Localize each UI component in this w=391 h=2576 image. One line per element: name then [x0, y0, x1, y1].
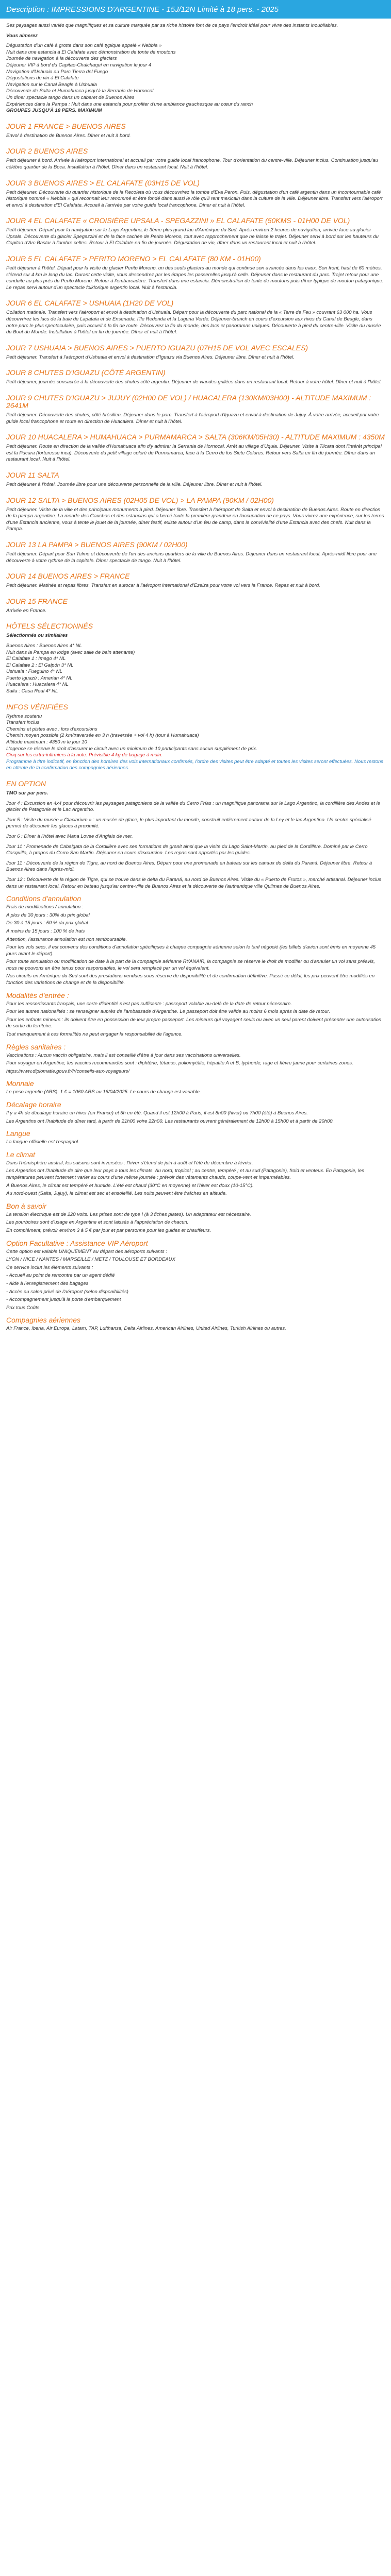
day-text: Petit déjeuner. Visite de la ville et des principaux monuments à pied. Déjeuner libre. Transfert à l'aéroport de Salta et envol à destination de Buenos Aires. Route en direction de la pampa argentine. La monde des Gauchos et des estancias qui a bercé toute la première grandeur en l'occupation de ce pays. Vous vivrez une expérience, sur les terres d'une Estancia ancienne, vous à tente le jouet de la journée, dîner festif, existe autour d'un feu de camp, dans la convivialité d'une Estancia avec des chefs. Nuit dans la Pampa. — [6, 506, 384, 532]
bonasavoir-section — [6, 1202, 385, 1234]
climat-title: Le climat — [6, 1150, 36, 1159]
intro-paragraph: GROUPES JUSQU'À 18 PERS. MAXIMUM — [6, 108, 102, 114]
regles-line: Vaccinations : Aucun vaccin obligatoire, mais il est conseillé d'être à jour dans ses vaccinations universelles. — [6, 1052, 241, 1058]
day-title: JOUR 6 EL CALAFATE > USHUAIA (1H20 DE VOL) — [6, 299, 174, 308]
day-title: JOUR 8 CHUTES D'IGUAZU (CÔTÉ ARGENTIN) — [6, 368, 166, 377]
day-block — [6, 598, 385, 615]
assistance-line: Ce service inclut les éléments suivants : — [6, 1264, 93, 1270]
day-block — [6, 344, 385, 361]
day-title: JOUR 11 SALTA — [6, 470, 59, 479]
conditions-line: A plus de 30 jours : 30% du prix global — [6, 912, 90, 918]
assistance-line: LYON / NICE / NANTES / MARSEILLE / METZ / TOULOUSE ET BORDEAUX — [6, 1257, 175, 1263]
day-block — [6, 179, 385, 209]
info-line: Cinq sur les extra-infirmiers à la note. Prévisible 4 kg de bagage à main. — [6, 752, 163, 758]
regles-line: Pour voyager en Argentine, les vaccins recommandés sont : diphtérie, tétanos, poliomyélite, hépatite A et B, typhoïde, rage et fièvre jaune pour certaines zones. — [6, 1060, 353, 1066]
day-title: JOUR 3 BUENOS AIRES > EL CALAFATE (03H15 DE VOL) — [6, 178, 200, 187]
hotels-list — [6, 643, 385, 695]
info-line: Altitude maximum : 4350 m le jour 10 — [6, 739, 87, 745]
intro-paragraph: Dégustation d'un café à grotte dans son café typique appelé « Nebbia » — [6, 43, 162, 49]
assistance-section — [6, 1240, 385, 1312]
day-title: JOUR 10 HUACALERA > HUMAHUACA > PURMAMARCA > SALTA (306KM/05H30) - ALTITUDE MAXIMUM : 4350M — [6, 433, 385, 442]
conditions-line: Attention, l'assurance annulation est non remboursable. — [6, 936, 127, 942]
day-text: Envol à destination de Buenos Aires. Dîner et nuit à bord. — [6, 132, 131, 139]
climat-line: Dans l'hémisphère austral, les saisons sont inversées : l'hiver s'étend de juin à août et l'été de décembre à février. — [6, 1160, 253, 1166]
option-line: Jour 5 : Visite du musée « Glaciarium » : un musée de glace, le plus important du monde, construit entièrement autour de la Ley et le lac Argentino. Un centre spécialisé permet de découvrir les glaces à proximité. — [6, 817, 371, 829]
day-title: JOUR 2 BUENOS AIRES — [6, 147, 88, 156]
page-title-banner — [0, 0, 391, 19]
monnaie-title: Monnaie — [6, 1079, 34, 1088]
compagnies-title: Compagnies aériennes — [6, 1316, 80, 1325]
info-line: Programme à titre indicatif, en fonction des horaires des vols internationaux confirmés, l'ordre des visites peut être adapté et toutes les visites seront effectuées. Nous restons en attente de la confirmation des compagnies aériennes. — [6, 758, 384, 771]
assistance-line: - Accueil au point de rencontre par un agent dédié — [6, 1273, 115, 1279]
day-title: JOUR 14 BUENOS AIRES > FRANCE — [6, 572, 130, 581]
day-text: Collation matinale. Transfert vers l'aéroport et envol à destination d'Ushuaia. Départ pour la découverte du parc national de la « Terre de Feu » couvrant 63 000 ha. Vous découvrirez les lacs de la baie de Lapataia et de Ensenada, l'île Redonda et la Laguna Verde. Déjeuner-brunch en cours d'excursion aux rives du Canal de Beagle, dans notre parc le plus spectaculaire, puis accueil à la fin de route. Découvrez la fin du monde, des lacs et panoramas uniques. Découverte à pied du centre-ville. Visite du musée du Bout du Monde. Installation à l'hôtel en fin de journée. Dîner et nuit à l'hôtel. — [6, 310, 381, 335]
page-title: Description : IMPRESSIONS D'ARGENTINE - 15J/12N Limité à 18 pers. - 2025 — [6, 5, 279, 14]
bonasavoir-line: Les pourboires sont d'usage en Argentine et sont laissés à l'appréciation de chacun. — [6, 1219, 189, 1226]
climat-line: Au nord-ouest (Salta, Jujuy), le climat est sec et ensoleillé. Les nuits peuvent être fraîches en altitude. — [6, 1191, 227, 1197]
info-line: Rythme soutenu — [6, 713, 42, 719]
option-title: EN OPTION — [6, 779, 46, 788]
option-line: Jour 11 : Découverte de la région de Tigre, au nord de Buenos Aires. Départ pour une promenade en bateau sur les canaux du delta du Paraná. Déjeuner libre. Retour à Buenos Aires dans l'après-midi. — [6, 860, 372, 873]
intro-paragraph: Nuit dans une estancia à El Calafate avec démonstration de tonte de moutons — [6, 49, 176, 55]
day-block — [6, 369, 385, 386]
hotel-item: El Calafate 2 : El Galpón 3* NL — [6, 662, 74, 668]
regles-line: https://www.diplomatie.gouv.fr/fr/conseils-aux-voyageurs/ — [6, 1068, 130, 1074]
conditions-section — [6, 895, 385, 987]
intro-section — [6, 23, 385, 114]
day-block — [6, 471, 385, 488]
intro-paragraph: Ses paysages aussi variés que magnifiques et sa culture marquée par sa riche histoire font de ce pays l'endroit idéal pour vivre des instants inoubliables. — [6, 23, 338, 28]
formalites-line: Pour les enfants mineurs : ils doivent être en possession de leur propre passeport. Les mineurs qui voyagent seuls ou avec un seul parent doivent présenter une autorisation de sortie du territoire. — [6, 1016, 382, 1029]
monnaie-section — [6, 1080, 385, 1096]
conditions-line: Pour les vols secs, il est convenu des conditions d'annulation spécifiques à chaque compagnie aérienne selon le tarif négocié (les billets d'avion sont émis en moyenne 45 jours avant le départ). — [6, 944, 376, 957]
monnaie-line: Le peso argentin (ARS). 1 € = 1060 ARS au 16/04/2025. Le cours de change est variable. — [6, 1089, 201, 1095]
day-text: Petit déjeuner à l'hôtel. Journée libre pour une découverte personnelle de la ville. Déjeuner libre. Dîner et nuit à l'hôtel. — [6, 481, 263, 487]
day-text: Petit déjeuner. Route en direction de la vallée d'Humahuaca afin d'y admirer la Serrania de Hornocal. Arrêt au village d'Uquia. Déjeuner. Visite à Tilcara dont l'intérêt principal est la Pucara (forteresse inca). Découverte du petit village coloré de Purmamarca, face à la Cerro de los Siete Colores. Retour vers Salta en fin de journée. Dîner dans un restaurant local. Nuit à l'hôtel. — [6, 444, 382, 463]
hotel-item: El Calafate 1 : Imago 4* NL — [6, 656, 66, 662]
option-line: Jour 4 : Excursion en 4x4 pour découvrir les paysages patagoniens de la vallée du Cerro Frías : un magnifique panorama sur le Lago Argentino, la cordillère des Andes et le glacier de Patagonie et le Lac Argentino. — [6, 800, 380, 813]
hotels-title: HÔTELS SÉLECTIONNÉS — [6, 622, 93, 631]
hotel-item: Puerto Iguazú : Amerian 4* NL — [6, 675, 73, 681]
infos-section — [6, 714, 385, 772]
day-text: Petit déjeuner à bord. Arrivée à l'aéroport international et accueil par votre guide local francophone. Tour d'orientation du centre-ville. Déjeuner inclus. Continuation jusqu'au célèbre quartier de la Boca. Installation à l'hôtel. Dîner dans un restaurant local. Nuit à l'hôtel. — [6, 158, 378, 170]
bonasavoir-line: La tension électrique est de 220 volts. Les prises sont de type I (à 3 fiches plates). Un adaptateur est nécessaire. — [6, 1211, 251, 1217]
hotel-item: Ushuaia : Fueguino 4* NL — [6, 669, 62, 675]
intro-paragraph: Découverte de Salta et Humahuaca jusqu'à la Serrania de Hornocal — [6, 88, 154, 94]
climat-section — [6, 1151, 385, 1197]
assistance-line: - Accès au salon privé de l'aéroport (selon disponibilités) — [6, 1289, 128, 1295]
day-block — [6, 541, 385, 564]
info-line: Chemin moyen possible (2 km/traversée en 3 h (traversée + vol 4 h) (tour à Humahuaca) — [6, 733, 199, 739]
conditions-line: A moins de 15 jours : 100 % de frais — [6, 928, 85, 934]
regles-title: Règles sanitaires : — [6, 1042, 66, 1051]
intro-paragraph: Dégustations de vin à El Calafate — [6, 75, 79, 81]
day-text: Petit déjeuner. Transfert à l'aéroport d'Ushuaia et envol à destination d'Iguazu via Buenos Aires. Déjeuner libre. Dîner et nuit à l'hôtel. — [6, 354, 295, 360]
option-section — [6, 801, 385, 890]
conditions-line: Frais de modifications / annulation : — [6, 904, 84, 910]
day-title: JOUR 9 CHUTES D'IGUAZU > JUJUY (02H00 DE VOL) / HUACALERA (130KM/03H00) - ALTITUDE MAXIMUM : 2641M — [6, 394, 371, 410]
info-line: L'agence se réserve le droit d'assurer le circuit avec un minimum de 10 participants sans aucun supplément de prix. — [6, 745, 257, 752]
day-block — [6, 299, 385, 335]
day-title: JOUR 15 FRANCE — [6, 597, 68, 605]
climat-line: Les Argentins ont l'habitude de dire que leur pays a tous les climats. Au nord, tropical ; au centre, tempéré ; et au sud (Patagonie), froid et venteux. En Patagonie, les températures peuvent fortement varier au cours d'une même journée : prévoir des vêtements chauds, coupe-vent et imperméables. — [6, 1168, 364, 1180]
option-line: Jour 12 : Découverte de la région de Tigre, qui se trouve dans le delta du Paraná, au nord de Buenos Aires. Visite du « Puerto de Frutos », marché artisanal. Déjeuner inclus dans un restaurant local. Retour en bateau jusqu'au centre-ville de Buenos Aires et la découverte de l'authentique ville Quilmes de Buenos Aires. — [6, 876, 382, 889]
horaire-title: Décalage horaire — [6, 1100, 61, 1109]
day-text: Petit déjeuner, journée consacrée à la découverte des chutes côté argentin. Déjeuner de viandes grillées dans un restaurant local. Retour à votre hôtel. Dîner et nuit à l'hôtel. — [6, 379, 382, 385]
day-title: JOUR 5 EL CALAFATE > PERITO MORENO > EL CALAFATE (80 KM - 01H00) — [6, 255, 261, 263]
hotel-item: Salta : Casa Real 4* NL — [6, 688, 58, 694]
intro-paragraph: Vous aimerez — [6, 32, 38, 39]
day-title: JOUR 1 FRANCE > BUENOS AIRES — [6, 122, 126, 130]
day-title: JOUR 4 EL CALAFATE « CROISIÈRE UPSALA - SPEGAZZINI » EL CALAFATE (50KMS - 01H00 DE VOL) — [6, 216, 350, 225]
horaire-line: Les Argentins ont l'habitude de dîner tard, à partir de 21h00 voire 22h00. Les restaurants ouvrent généralement de 12h00 à 15h00 et à partir de 20h00. — [6, 1118, 334, 1124]
option-line: Jour 11 : Promenade de Cabalgata de la Cordillère avec ses formations de granit ainsi que la visite du Lago Saint-Martín, au pied de la Cordillère. Dominé par le Cerro Casquillo, à propos du Cerro San Martin. Déjeuner en cours d'excursion. Les repas sont apportés par les guides. — [6, 843, 368, 856]
day-title: JOUR 12 SALTA > BUENOS AIRES (02H05 DE VOL) > LA PAMPA (90KM / 02H00) — [6, 496, 274, 504]
day-title: JOUR 7 USHUAIA > BUENOS AIRES > PUERTO IGUAZU (07H15 DE VOL AVEC ESCALES) — [6, 343, 308, 352]
langue-title: Langue — [6, 1129, 30, 1138]
bonasavoir-title: Bon à savoir — [6, 1201, 46, 1210]
conditions-title: Conditions d'annulation — [6, 894, 82, 903]
assistance-line: - Accompagnement jusqu'à la porte d'embarquement — [6, 1297, 121, 1303]
conditions-line: De 30 à 15 jours : 50 % du prix global — [6, 920, 88, 926]
assistance-line: Prix tous Coûts — [6, 1304, 40, 1311]
day-block — [6, 497, 385, 533]
day-block — [6, 147, 385, 171]
day-block — [6, 572, 385, 589]
formalites-section — [6, 992, 385, 1038]
formalites-line: Pour les ressortissants français, une carte d'identité n'est pas suffisante : passeport valable au-delà de la date de retour nécessaire. — [6, 1001, 292, 1007]
intro-paragraph: Expériences dans la Pampa : Nuit dans une estancia pour profiter d'une ambiance gauchesque au cœur du ranch — [6, 101, 253, 107]
option-line: Jour 6 : Dîner à l'hôtel avec Mana Lovee d'Anglais de mer. — [6, 833, 133, 839]
regles-section — [6, 1043, 385, 1075]
day-block — [6, 217, 385, 247]
conditions-line: Nos circuits en Amérique du Sud sont des prestations vendues sous réserve de disponibilité et de confirmation définitive. Passé ce délai, les prix peuvent être modifiés en fonction des variations de change et de la disponibilité. — [6, 973, 375, 986]
formalites-line: Pour les autres nationalités : se renseigner auprès de l'ambassade d'Argentine. Le passeport doit être valide au moins 6 mois après la date de retour. — [6, 1009, 331, 1015]
formalites-title: Modalités d'entrée : — [6, 991, 69, 999]
bonasavoir-line: En complément, prévoir environ 3 à 5 € par jour et par personne pour les guides et chauffeurs. — [6, 1227, 211, 1233]
day-text: Petit déjeuner. Découverte des chutes, côté brésilien. Déjeuner dans le parc. Transfert à l'aéroport d'Iguazu et envol à destination de Jujuy. À votre arrivée, accueil par votre guide local francophone et route en direction de Huacalera. Dîner et nuit à l'hôtel. — [6, 412, 379, 425]
langue-section — [6, 1130, 385, 1146]
option-sub: TMO sur par pers. — [6, 790, 48, 796]
intro-paragraph: Navigation d'Ushuaia au Parc Tierra del Fuego — [6, 69, 108, 75]
day-text: Arrivée en France. — [6, 607, 47, 614]
itinerary-section — [6, 123, 385, 615]
conditions-line: Pour toute annulation ou modification de date à la part de la compagnie aérienne RYANAIR, la compagnie se réserve le droit de modifier ou d'annuler un vol sans préavis, nous ne pouvons en être tenus pour responsables, le vol sera remplacé par un vol équivalent. — [6, 959, 375, 971]
langue-line: La langue officielle est l'espagnol. — [6, 1139, 79, 1145]
intro-paragraph: Un dîner spectacle tango dans un cabaret de Buenos Aires — [6, 94, 135, 100]
compagnies-section — [6, 1316, 385, 1332]
assistance-line: Cette option est valable UNIQUEMENT au départ des aéroports suivants : — [6, 1248, 168, 1255]
day-block — [6, 255, 385, 291]
climat-line: À Buenos Aires, le climat est tempéré et humide. L'été est chaud (30°C en moyenne) et l'hiver est doux (10-15°C). — [6, 1182, 254, 1189]
horaire-line: Il y a 4h de décalage horaire en hiver (en France) et 5h en été. Quand il est 12h00 à Paris, il est 8h00 (hiver) ou 7h00 (été) à Buenos Aires. — [6, 1110, 308, 1116]
formalites-line: Tout manquement à ces formalités ne peut engager la responsabilité de l'agence. — [6, 1031, 183, 1038]
hotel-item: Buenos Aires : Buenos Aires 4* NL — [6, 642, 82, 649]
assistance-title: Option Facultative : Assistance VIP Aéroport — [6, 1239, 148, 1247]
hotel-item: Nuit dans la Pampa en lodge (avec salle de bain attenante) — [6, 649, 135, 655]
day-block — [6, 123, 385, 140]
extras-section — [6, 895, 385, 1332]
day-text: Petit déjeuner. Matinée et repas libres. Transfert en autocar à l'aéroport international d'Ezeiza pour votre vol vers la France. Repas et nuit à bord. — [6, 583, 320, 589]
content — [0, 19, 391, 1332]
intro-paragraph: Navigation sur le Canal Beagle à Ushuaia — [6, 81, 97, 88]
info-line: Transfert inclus — [6, 720, 40, 726]
info-line: Chemins et pistes avec : lors d'excursions — [6, 726, 97, 732]
infos-title: INFOS VÉRIFIÉES — [6, 702, 68, 711]
day-text: Petit déjeuner à l'hôtel. Départ pour la visite du glacier Perito Moreno, un des seuls glaciers au monde qui continue son avancée dans les eaux. Son front, haut de 60 mètres, s'étend sur 4 km le long du lac. Durant cette visite, vous descendrez par les étapes les passerelles jusqu'à celle. Déjeuner dans le restaurant du parc. Trajet retour pour une conduite au plus près du Perito Moreno. Retour à l'embarcadère. Transfert dans une estancia. Démonstration de tonte de moutons puis dîner typique de mouton patagonique. Le repas servi autour d'un spectacle folklorique argentin local. Nuit à l'estancia. — [6, 265, 384, 291]
intro-paragraph: Déjeuner VIP à bord du Capitao-Chalchaquí en navigation le jour 4 — [6, 62, 152, 68]
day-text: Petit déjeuner. Départ pour la navigation sur le Lago Argentino, le 3ème plus grand lac d'Amérique du Sud. Après environ 2 heures de navigation, arrivée face au glacier Upsala. Découverte du glacier Spegazzini et de la face cachée de Perito Moreno, tout avec rapprochement que ne laisse le trajet. Déjeuner servi à bord sur les hauteurs du Capitao d'Arc Bastar à l'ombre celtes. Retour à El Calafate en fin de journée. Dégustation de vin, dîner dans un restaurant local et nuit à l'hôtel. — [6, 227, 379, 246]
day-block — [6, 394, 385, 425]
intro-paragraph: Journée de navigation à la découverte des glaciers — [6, 56, 117, 62]
hotels-subtitle: Sélectionnés ou similaires — [6, 633, 68, 639]
hotel-item: Huacalera : Huacalera 4* NL — [6, 682, 69, 688]
day-title: JOUR 13 LA PAMPA > BUENOS AIRES (90KM / 02H00) — [6, 540, 188, 549]
horaire-section — [6, 1101, 385, 1125]
day-text: Petit déjeuner. Découverte du quartier historique de la Recoleta où vous découvrirez la tombe d'Eva Peron. Puis, dégustation d'un café argentin dans un incontournable café historique nommé « Nebbia » qui reconnait leur renommé et être fondé dans aussi le rôle qu'il rent mexicain dans la culture de la ville. Déjeuner libre. Transfert vers l'aéroport et envol à destination d'El Calafate. Accueil à l'arrivée par votre guide local francophone. Dîner et nuit à l'hôtel. — [6, 189, 383, 208]
day-block — [6, 433, 385, 463]
day-text: Petit déjeuner. Départ pour San Telmo et découverte de l'un des anciens quartiers de la ville de Buenos Aires. Déjeuner dans un restaurant local. Après-midi libre pour une découverte à votre rythme de la capitale. Dîner spectacle de tango. Nuit à l'hôtel. — [6, 551, 377, 564]
compagnies-line: Air France, Iberia, Air Europa, Latam, TAP, Lufthansa, Delta Airlines, American Airlines, United Airlines, Turkish Airlines ou autres. — [6, 1326, 286, 1332]
assistance-line: - Aide à l'enregistrement des bagages — [6, 1280, 89, 1286]
